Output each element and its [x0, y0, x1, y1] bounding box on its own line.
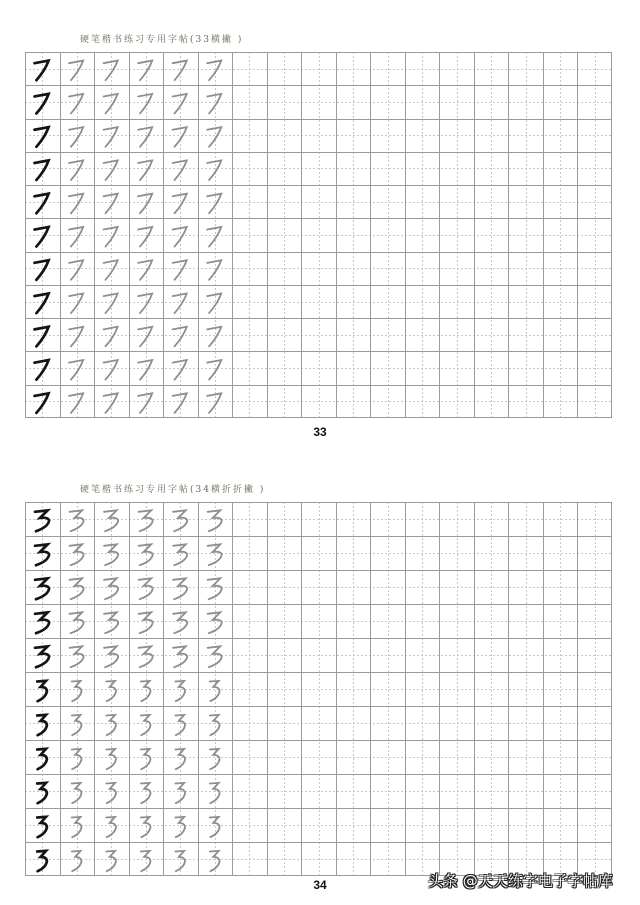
model-heng-pie-stroke-icon [35, 327, 49, 347]
trace-heng-pie-stroke-icon [173, 260, 187, 280]
trace-heng-pie-stroke-icon [138, 327, 152, 347]
trace-heng-zhe-zhe-pie-stroke-icon [173, 646, 187, 667]
model-heng-pie-stroke-icon [35, 61, 49, 81]
trace-heng-zhe-zhe-pie-stroke-icon [141, 681, 151, 701]
trace-heng-pie-stroke-icon [173, 94, 187, 114]
model-heng-zhe-zhe-pie-stroke-icon [37, 783, 47, 803]
trace-heng-zhe-zhe-pie-stroke-icon [208, 510, 222, 531]
trace-heng-zhe-zhe-pie-stroke-icon [173, 510, 187, 531]
trace-heng-pie-stroke-icon [207, 260, 221, 280]
trace-heng-pie-stroke-icon [104, 393, 118, 413]
trace-heng-pie-stroke-icon [69, 194, 83, 214]
trace-heng-pie-stroke-icon [207, 393, 221, 413]
trace-heng-pie-stroke-icon [69, 127, 83, 147]
model-heng-pie-stroke-icon [35, 260, 49, 280]
trace-heng-pie-stroke-icon [69, 393, 83, 413]
trace-heng-zhe-zhe-pie-stroke-icon [173, 578, 187, 599]
trace-heng-zhe-zhe-pie-stroke-icon [72, 749, 82, 769]
trace-heng-pie-stroke-icon [69, 294, 83, 314]
trace-heng-pie-stroke-icon [173, 127, 187, 147]
trace-heng-pie-stroke-icon [173, 327, 187, 347]
trace-heng-zhe-zhe-pie-stroke-icon [210, 715, 220, 735]
trace-heng-zhe-zhe-pie-stroke-icon [208, 646, 222, 667]
trace-heng-pie-stroke-icon [104, 194, 118, 214]
trace-heng-pie-stroke-icon [104, 360, 118, 380]
trace-heng-zhe-zhe-pie-stroke-icon [141, 783, 151, 803]
trace-heng-pie-stroke-icon [138, 360, 152, 380]
trace-heng-pie-stroke-icon [138, 160, 152, 180]
trace-heng-zhe-zhe-pie-stroke-icon [210, 681, 220, 701]
trace-heng-pie-stroke-icon [173, 160, 187, 180]
trace-heng-pie-stroke-icon [69, 160, 83, 180]
trace-heng-zhe-zhe-pie-stroke-icon [139, 544, 153, 565]
trace-heng-pie-stroke-icon [207, 61, 221, 81]
page-number: 34 [313, 878, 327, 892]
trace-heng-pie-stroke-icon [69, 327, 83, 347]
trace-heng-pie-stroke-icon [104, 160, 118, 180]
trace-heng-zhe-zhe-pie-stroke-icon [70, 646, 84, 667]
trace-heng-pie-stroke-icon [173, 393, 187, 413]
model-heng-pie-stroke-icon [35, 194, 49, 214]
trace-heng-zhe-zhe-pie-stroke-icon [175, 715, 185, 735]
trace-heng-zhe-zhe-pie-stroke-icon [104, 646, 118, 667]
trace-heng-zhe-zhe-pie-stroke-icon [70, 612, 84, 633]
trace-heng-zhe-zhe-pie-stroke-icon [210, 749, 220, 769]
trace-heng-pie-stroke-icon [207, 194, 221, 214]
model-heng-pie-stroke-icon [35, 94, 49, 114]
model-heng-pie-stroke-icon [35, 393, 49, 413]
trace-heng-zhe-zhe-pie-stroke-icon [72, 783, 82, 803]
trace-heng-zhe-zhe-pie-stroke-icon [175, 851, 185, 871]
trace-heng-pie-stroke-icon [138, 260, 152, 280]
trace-heng-zhe-zhe-pie-stroke-icon [139, 510, 153, 531]
trace-heng-zhe-zhe-pie-stroke-icon [106, 783, 116, 803]
page-title: 硬笔楷书练习专用字帖(34横折折撇 ) [80, 485, 266, 495]
trace-heng-zhe-zhe-pie-stroke-icon [208, 578, 222, 599]
trace-heng-pie-stroke-icon [138, 294, 152, 314]
trace-heng-pie-stroke-icon [207, 327, 221, 347]
trace-heng-pie-stroke-icon [104, 94, 118, 114]
trace-heng-zhe-zhe-pie-stroke-icon [70, 510, 84, 531]
trace-heng-pie-stroke-icon [207, 127, 221, 147]
trace-heng-zhe-zhe-pie-stroke-icon [141, 749, 151, 769]
trace-heng-zhe-zhe-pie-stroke-icon [72, 681, 82, 701]
trace-heng-pie-stroke-icon [173, 294, 187, 314]
model-heng-pie-stroke-icon [35, 227, 49, 247]
trace-heng-pie-stroke-icon [207, 294, 221, 314]
stroke-samples [35, 61, 222, 413]
trace-heng-pie-stroke-icon [104, 294, 118, 314]
trace-heng-zhe-zhe-pie-stroke-icon [208, 544, 222, 565]
trace-heng-pie-stroke-icon [207, 227, 221, 247]
model-heng-pie-stroke-icon [35, 360, 49, 380]
trace-heng-pie-stroke-icon [69, 61, 83, 81]
trace-heng-zhe-zhe-pie-stroke-icon [72, 715, 82, 735]
trace-heng-zhe-zhe-pie-stroke-icon [141, 851, 151, 871]
trace-heng-pie-stroke-icon [138, 94, 152, 114]
stroke-samples [35, 510, 222, 871]
trace-heng-zhe-zhe-pie-stroke-icon [70, 544, 84, 565]
practice-page-bottom [0, 450, 640, 905]
model-heng-zhe-zhe-pie-stroke-icon [35, 578, 49, 599]
trace-heng-zhe-zhe-pie-stroke-icon [139, 612, 153, 633]
trace-heng-pie-stroke-icon [104, 61, 118, 81]
model-heng-pie-stroke-icon [35, 294, 49, 314]
trace-heng-pie-stroke-icon [104, 327, 118, 347]
trace-heng-pie-stroke-icon [69, 227, 83, 247]
trace-heng-pie-stroke-icon [138, 227, 152, 247]
trace-heng-pie-stroke-icon [173, 227, 187, 247]
model-heng-pie-stroke-icon [35, 160, 49, 180]
trace-heng-pie-stroke-icon [207, 160, 221, 180]
trace-heng-zhe-zhe-pie-stroke-icon [70, 578, 84, 599]
page-number: 33 [313, 425, 327, 439]
trace-heng-pie-stroke-icon [69, 94, 83, 114]
model-heng-zhe-zhe-pie-stroke-icon [35, 646, 49, 667]
trace-heng-pie-stroke-icon [104, 227, 118, 247]
trace-heng-pie-stroke-icon [138, 127, 152, 147]
trace-heng-zhe-zhe-pie-stroke-icon [104, 510, 118, 531]
trace-heng-pie-stroke-icon [69, 260, 83, 280]
trace-heng-pie-stroke-icon [207, 94, 221, 114]
practice-grid [25, 52, 612, 418]
trace-heng-pie-stroke-icon [173, 194, 187, 214]
model-heng-zhe-zhe-pie-stroke-icon [35, 510, 49, 531]
practice-grid [25, 502, 612, 876]
trace-heng-pie-stroke-icon [69, 360, 83, 380]
trace-heng-pie-stroke-icon [138, 393, 152, 413]
trace-heng-zhe-zhe-pie-stroke-icon [106, 715, 116, 735]
model-heng-pie-stroke-icon [35, 127, 49, 147]
model-heng-zhe-zhe-pie-stroke-icon [37, 715, 47, 735]
trace-heng-zhe-zhe-pie-stroke-icon [210, 783, 220, 803]
trace-heng-zhe-zhe-pie-stroke-icon [72, 817, 82, 837]
trace-heng-zhe-zhe-pie-stroke-icon [141, 715, 151, 735]
trace-heng-zhe-zhe-pie-stroke-icon [210, 817, 220, 837]
trace-heng-pie-stroke-icon [138, 194, 152, 214]
trace-heng-pie-stroke-icon [104, 127, 118, 147]
trace-heng-zhe-zhe-pie-stroke-icon [106, 851, 116, 871]
trace-heng-zhe-zhe-pie-stroke-icon [175, 783, 185, 803]
trace-heng-zhe-zhe-pie-stroke-icon [139, 578, 153, 599]
trace-heng-zhe-zhe-pie-stroke-icon [141, 817, 151, 837]
page-title: 硬笔楷书练习专用字帖(33横撇 ) [80, 35, 244, 45]
trace-heng-zhe-zhe-pie-stroke-icon [208, 612, 222, 633]
trace-heng-pie-stroke-icon [207, 360, 221, 380]
trace-heng-pie-stroke-icon [173, 61, 187, 81]
watermark-text: 头条 @天天练字电子字帖库 [428, 872, 613, 890]
trace-heng-pie-stroke-icon [138, 61, 152, 81]
trace-heng-zhe-zhe-pie-stroke-icon [104, 578, 118, 599]
trace-heng-zhe-zhe-pie-stroke-icon [210, 851, 220, 871]
trace-heng-pie-stroke-icon [104, 260, 118, 280]
trace-heng-zhe-zhe-pie-stroke-icon [72, 851, 82, 871]
model-heng-zhe-zhe-pie-stroke-icon [37, 851, 47, 871]
practice-page-top [0, 0, 640, 450]
trace-heng-pie-stroke-icon [173, 360, 187, 380]
trace-heng-zhe-zhe-pie-stroke-icon [139, 646, 153, 667]
